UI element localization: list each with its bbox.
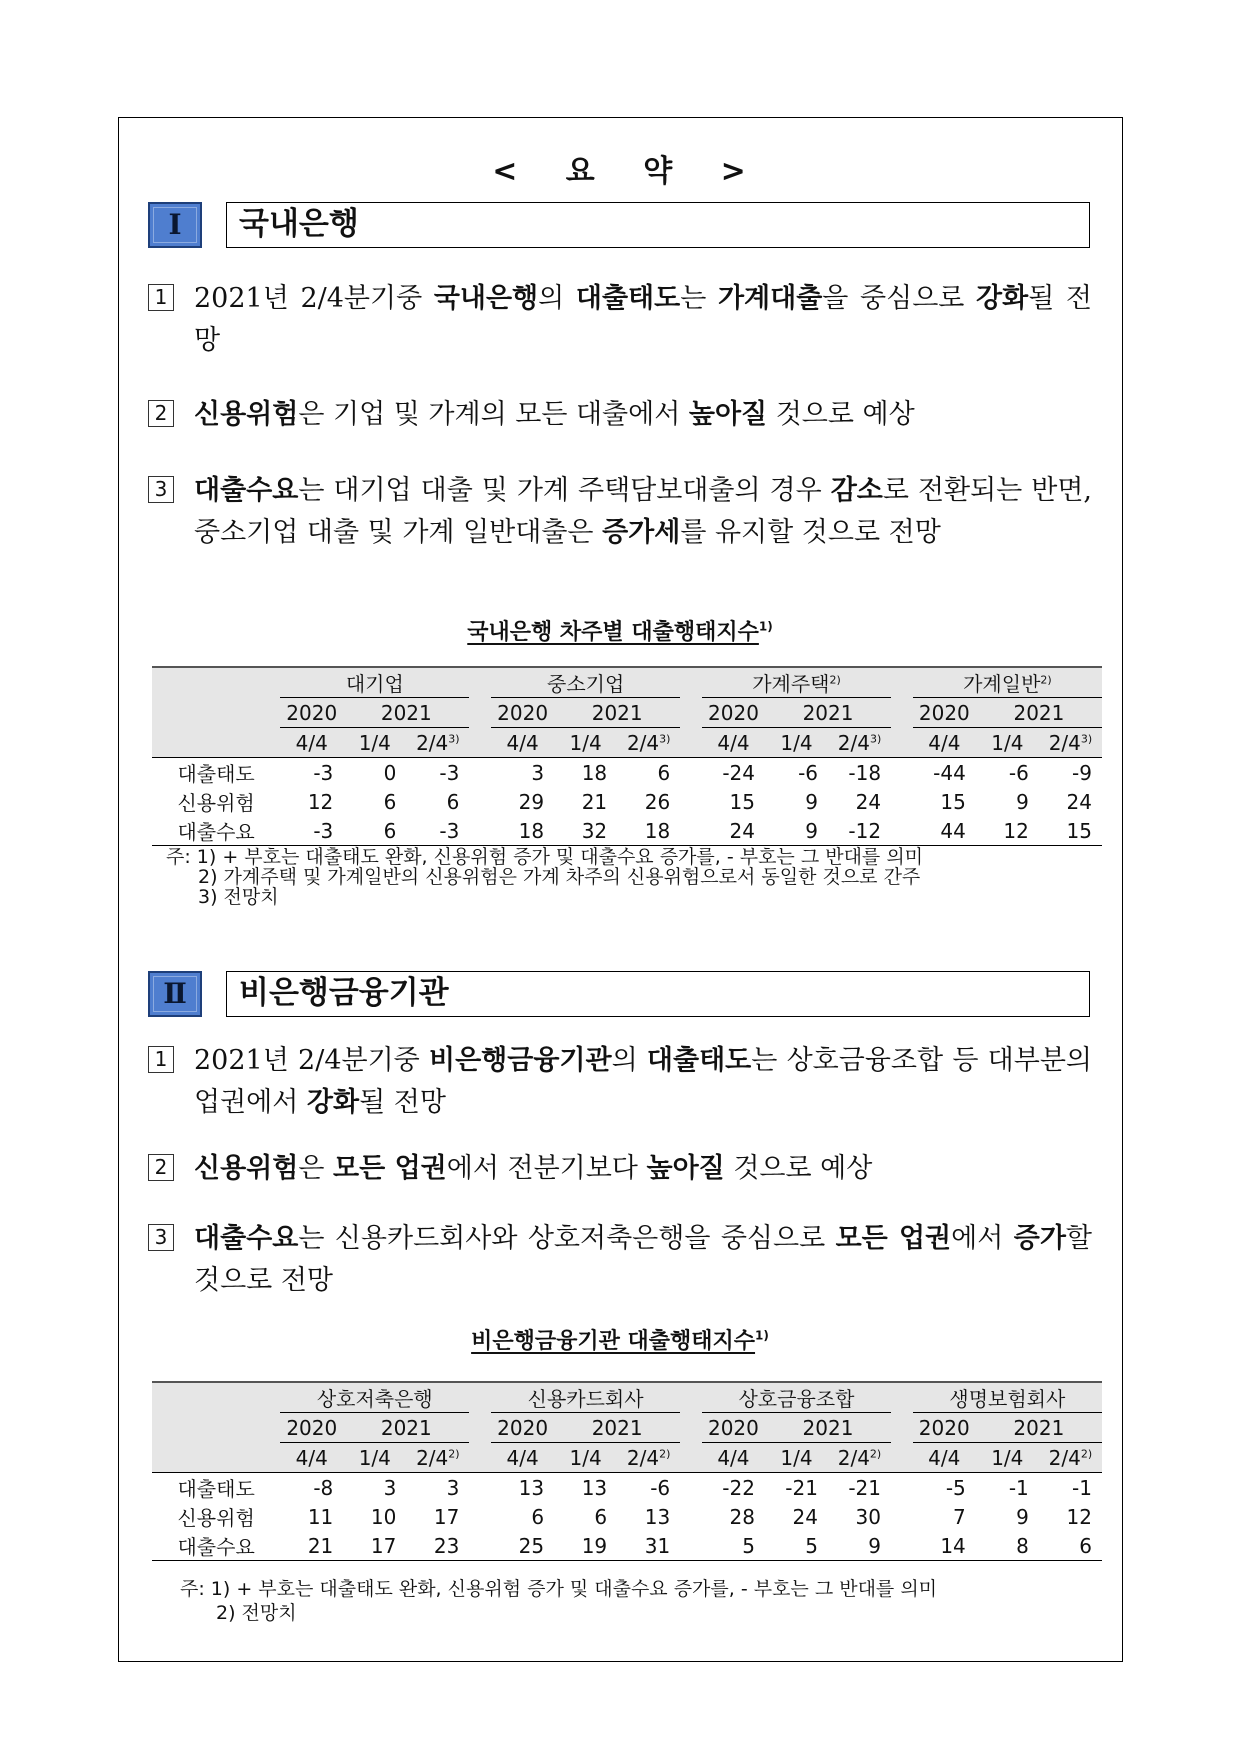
year-header: 2021 [976, 1413, 1102, 1443]
table-cell: -44 [933, 760, 966, 785]
table-cell: 3 [531, 760, 545, 785]
table-cell: -18 [848, 760, 882, 785]
group-header: 중소기업 [491, 667, 680, 698]
year-header: 2021 [343, 698, 469, 728]
table-cell: 44 [940, 818, 966, 843]
quarter-header: 1/4 [765, 1443, 828, 1473]
quarter-header: 1/4 [343, 728, 406, 758]
row-label: 대출수요 [177, 820, 255, 844]
quarter-header: 4/4 [913, 728, 976, 758]
year-header: 2020 [491, 1413, 554, 1443]
table-cell: 9 [805, 789, 819, 814]
table-1-note-3: 3) 전망치 [198, 886, 279, 908]
year-header: 2020 [913, 698, 976, 728]
quarter-header: 4/4 [491, 1443, 554, 1473]
table-cell: 24 [792, 1504, 818, 1529]
year-header: 2020 [280, 698, 343, 728]
table-cell: 6 [383, 789, 397, 814]
quarter-header: 2/4$^{3)}$ [406, 728, 469, 758]
quarter-header: 1/4 [554, 1443, 617, 1473]
quarter-header: 2/4$^{2)}$ [406, 1443, 469, 1473]
quarter-header: 4/4 [702, 728, 765, 758]
section-2-item-3 [148, 1218, 1092, 1302]
section-1-numeral: Ⅰ [148, 202, 202, 248]
year-header: 2021 [765, 1413, 891, 1443]
quarter-header: 4/4 [280, 728, 343, 758]
page-title: < 요 약 > [492, 154, 748, 189]
table-cell: -3 [439, 818, 460, 843]
quarter-header: 2/4$^{3)}$ [828, 728, 891, 758]
table-cell: 18 [644, 818, 671, 843]
table-cell: -12 [848, 818, 882, 843]
table-cell: 12 [1003, 818, 1029, 843]
table-cell: 5 [805, 1533, 818, 1558]
table-cell: 6 [657, 760, 671, 785]
table-cell: 15 [1066, 818, 1092, 843]
quarter-header: 1/4 [343, 1443, 406, 1473]
table-2-note-2: 2) 전망치 [216, 1602, 297, 1624]
table-cell: 25 [518, 1533, 545, 1558]
table-row [152, 758, 1102, 788]
table-cell: -22 [722, 1475, 755, 1500]
table-cell: -3 [313, 760, 334, 785]
table-cell: 3 [446, 1475, 460, 1500]
item-text: 신용위험은 기업 및 가계의 모든 대출에서 높아질 것으로 예상 [194, 399, 915, 430]
section-2-item-1 [148, 1040, 1092, 1124]
year-header: 2020 [280, 1413, 343, 1443]
group-header: 상호금융조합 [702, 1382, 891, 1413]
table-cell: -21 [848, 1475, 881, 1500]
item-text: 신용위험은 모든 업권에서 전분기보다 높아질 것으로 예상 [194, 1153, 873, 1184]
table-cell: -6 [1008, 760, 1029, 785]
year-header: 2021 [976, 698, 1102, 728]
table-cell: 23 [433, 1533, 460, 1558]
quarter-header: 2/4$^{3)}$ [617, 728, 680, 758]
table-cell: 21 [307, 1533, 334, 1558]
table-cell: 26 [644, 789, 671, 814]
group-header: 생명보험회사 [913, 1382, 1102, 1413]
table-cell: 15 [729, 789, 755, 814]
table-cell: -5 [945, 1475, 966, 1500]
section-1-item-1 [148, 278, 1092, 362]
table-1-note-1: 주: 1) + 부호는 대출태도 완화, 신용위험 증가 및 대출수요 증가를, - 부호는 그 반대를 의미 [166, 846, 924, 868]
table-cell: 24 [729, 818, 755, 843]
year-header: 2021 [554, 698, 680, 728]
table-cell: 17 [370, 1533, 397, 1558]
table-1-caption: 국내은행 차주별 대출행태지수$^{1)}$ [467, 619, 773, 645]
section-1-item-2 [148, 394, 1092, 436]
table-cell: 18 [518, 818, 545, 843]
table-2-note-1: 주: 1) + 부호는 대출태도 완화, 신용위험 증가 및 대출수요 증가를, - 부호는 그 반대를 의미 [180, 1578, 938, 1600]
section-1-title: 국내은행 [226, 202, 1090, 248]
quarter-header: 1/4 [976, 1443, 1039, 1473]
item-number: 1 [148, 284, 174, 311]
table-row [152, 1502, 1102, 1531]
table-cell: 30 [855, 1504, 881, 1529]
table-cell: -3 [439, 760, 460, 785]
table-cell: -8 [313, 1475, 334, 1500]
section-2-item-2 [148, 1148, 1092, 1190]
table-row [152, 1473, 1102, 1503]
table-cell: 6 [1079, 1533, 1092, 1558]
quarter-header: 1/4 [976, 728, 1039, 758]
table-cell: 13 [581, 1475, 608, 1500]
table-cell: 9 [805, 818, 819, 843]
table-2 [152, 1381, 1102, 1561]
group-header: 대기업 [280, 667, 469, 698]
table-cell: 19 [581, 1533, 608, 1558]
row-label: 신용위험 [177, 791, 255, 815]
quarter-header: 1/4 [765, 728, 828, 758]
quarter-header: 2/4$^{2)}$ [617, 1443, 680, 1473]
row-label: 신용위험 [177, 1506, 255, 1530]
table-cell: 24 [1066, 789, 1092, 814]
table-cell: -3 [313, 818, 334, 843]
table-cell: 24 [855, 789, 882, 814]
item-text: 대출수요는 신용카드회사와 상호저축은행을 중심으로 모든 업권에서 증가할 것으로 전망 [194, 1223, 1093, 1296]
quarter-header: 4/4 [702, 1443, 765, 1473]
year-header: 2021 [765, 698, 891, 728]
section-2-numeral: Ⅱ [148, 971, 202, 1017]
quarter-header: 4/4 [491, 728, 554, 758]
quarter-header: 4/4 [913, 1443, 976, 1473]
row-label: 대출수요 [177, 1535, 255, 1559]
table-cell: 9 [1016, 1504, 1029, 1529]
group-header: 상호저축은행 [280, 1382, 469, 1413]
table-cell: 6 [531, 1504, 545, 1529]
year-header: 2020 [702, 698, 765, 728]
item-text: 2021년 2/4분기중 국내은행의 대출태도는 가계대출을 중심으로 강화될 전망 [194, 283, 1093, 356]
section-2-title: 비은행금융기관 [226, 971, 1090, 1017]
item-number: 2 [148, 400, 174, 427]
quarter-header: 2/4$^{3)}$ [1039, 728, 1102, 758]
year-header: 2021 [554, 1413, 680, 1443]
item-number: 3 [148, 1224, 174, 1251]
table-cell: 18 [581, 760, 608, 785]
quarter-header: 2/4$^{2)}$ [828, 1443, 891, 1473]
group-header: 신용카드회사 [491, 1382, 680, 1413]
table-cell: 10 [370, 1504, 397, 1529]
table-cell: -1 [1008, 1475, 1029, 1500]
item-number: 2 [148, 1154, 174, 1181]
quarter-header: 4/4 [280, 1443, 343, 1473]
table-cell: -24 [722, 760, 755, 785]
table-cell: 21 [581, 789, 608, 814]
quarter-header: 2/4$^{2)}$ [1039, 1443, 1102, 1473]
table-cell: 11 [307, 1504, 334, 1529]
table-cell: 13 [644, 1504, 671, 1529]
table-cell: 29 [518, 789, 545, 814]
table-cell: -6 [798, 760, 819, 785]
year-header: 2021 [343, 1413, 469, 1443]
section-2-header [148, 971, 1090, 1017]
table-cell: 6 [383, 818, 397, 843]
item-text: 2021년 2/4분기중 비은행금융기관의 대출태도는 상호금융조합 등 대부분의 업권에서 강화될 전망 [194, 1045, 1092, 1118]
table-cell: 8 [1016, 1533, 1029, 1558]
table-cell: 9 [868, 1533, 881, 1558]
section-1-item-3 [148, 470, 1092, 554]
year-header: 2020 [913, 1413, 976, 1443]
table-cell: 12 [307, 789, 334, 814]
year-header: 2020 [491, 698, 554, 728]
row-label: 대출태도 [177, 1477, 255, 1501]
table-1-note-2: 2) 가계주택 및 가계일반의 신용위험은 가계 차주의 신용위험으로서 동일한 것으로 간주 [198, 866, 921, 888]
table-cell: 9 [1016, 789, 1029, 814]
table-cell: 31 [644, 1533, 671, 1558]
table-cell: -6 [650, 1475, 671, 1500]
table-row [152, 1531, 1102, 1561]
table-cell: 0 [383, 760, 397, 785]
table-row [152, 816, 1102, 846]
item-number: 1 [148, 1046, 174, 1073]
item-number: 3 [148, 476, 174, 503]
table-cell: -1 [1072, 1475, 1092, 1500]
table-cell: 28 [729, 1504, 755, 1529]
table-cell: -21 [785, 1475, 818, 1500]
table-cell: 6 [594, 1504, 608, 1529]
section-1-header [148, 202, 1090, 248]
group-header: 가계일반$^{2)}$ [913, 667, 1102, 698]
quarter-header: 1/4 [554, 728, 617, 758]
table-cell: 7 [953, 1504, 966, 1529]
table-row [152, 787, 1102, 816]
table-cell: 12 [1066, 1504, 1092, 1529]
table-2-caption: 비은행금융기관 대출행태지수$^{1)}$ [471, 1328, 769, 1354]
table-1 [152, 666, 1102, 846]
group-header: 가계주택$^{2)}$ [702, 667, 891, 698]
table-cell: -9 [1072, 760, 1092, 785]
table-cell: 5 [742, 1533, 755, 1558]
table-cell: 32 [581, 818, 608, 843]
table-cell: 15 [940, 789, 966, 814]
table-cell: 17 [433, 1504, 460, 1529]
row-label: 대출태도 [177, 762, 255, 786]
table-cell: 6 [446, 789, 460, 814]
year-header: 2020 [702, 1413, 765, 1443]
table-cell: 3 [383, 1475, 397, 1500]
table-cell: 14 [940, 1533, 966, 1558]
item-text: 대출수요는 대기업 대출 및 가계 주택담보대출의 경우 감소로 전환되는 반면, 중소기업 대출 및 가계 일반대출은 증가세를 유지할 것으로 전망 [194, 475, 1092, 548]
table-cell: 13 [518, 1475, 545, 1500]
